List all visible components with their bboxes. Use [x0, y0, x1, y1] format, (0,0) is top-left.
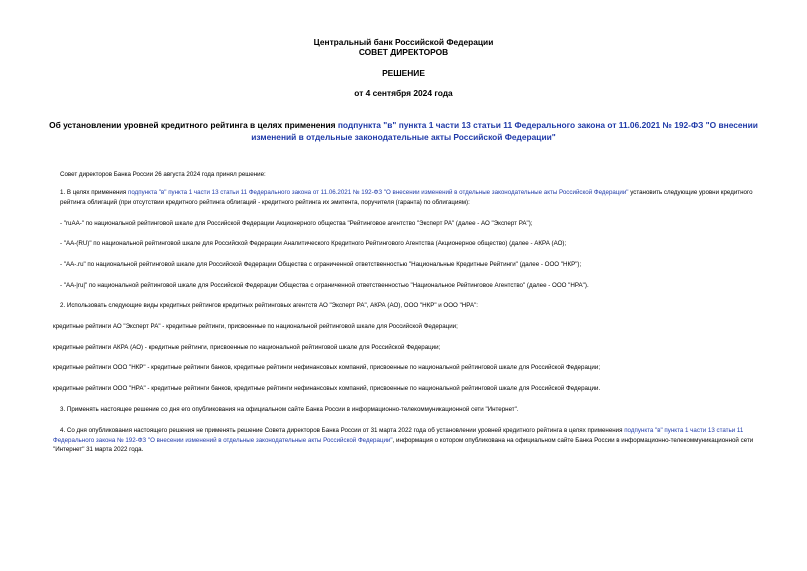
rating-item: - "AA-(RU)" по национальной рейтинговой шкале для Российской Федерации Аналитического Кредитного Рейтингового Агентства (Акционерное общество) (далее - АКРА (АО);: [60, 240, 567, 247]
org-name: Центральный банк Российской Федерации: [313, 37, 494, 47]
rating-item: - "AA-|ru|" по национальной рейтинговой шкале для Российской Федерации Общества с ограниченной ответственностью "Национальное Рейтинговое Агентство" (далее - ООО "НРА").: [60, 282, 589, 289]
p4-text-a: 4. Со дня опубликования настоящего решения не применять решение Совета директоров Банка России от 31 марта 2022 года об установлении уровней кредитного рейтинга в целях применения: [60, 427, 625, 434]
rating-kind-item: кредитные рейтинги АО "Эксперт РА" - кредитные рейтинги, присвоенные по национальной рейтинговой шкале для Российской Федерации;: [53, 323, 458, 330]
title-law-link[interactable]: подпункта "в" пункта 1 части 13 статьи 11 Федерального закона от 11.06.2021 № 192-ФЗ "О внесении изменений в отдельные законодательные акты Российской Федерации": [251, 120, 758, 142]
doc-type: РЕШЕНИЕ: [382, 68, 425, 78]
paragraph-1: [60, 188, 769, 207]
rating-kind-item: кредитные рейтинги ООО "НРА" - кредитные рейтинги банков, кредитные рейтинги нефинансовых компаний, присвоенные по национальной рейтинговой шкале для Российской Федерации.: [53, 385, 601, 392]
p1-text-a: 1. В целях применения: [60, 189, 128, 196]
rating-item: - "ruAA-" по национальной рейтинговой шкале для Российской Федерации Акционерного общества "Рейтинговое агентство "Эксперт РА" (далее - АО "Эксперт РА");: [60, 220, 533, 227]
p1-law-link[interactable]: подпункта "в" пункта 1 части 13 статьи 11 Федерального закона от 11.06.2021 № 192-ФЗ "О внесении изменений в отдельные законодательные акты Российской Федерации": [127, 189, 629, 196]
board-name: СОВЕТ ДИРЕКТОРОВ: [358, 47, 449, 57]
paragraph-2: 2. Использовать следующие виды кредитных рейтингов кредитных рейтинговых агентств АО "Эксперт РА", АКРА (АО), ООО "НКР" и ООО "НРА":: [60, 302, 478, 309]
p1-text-b: установить следующие уровни кредитного рейтинга облигаций (при отсутствии кредитного рейтинга облигаций - кредитного рейтинга их эмитента, поручителя (гаранта) по облигациям):: [60, 189, 753, 206]
intro-text: Совет директоров Банка России 26 августа 2024 года принял решение:: [60, 171, 266, 178]
rating-kind-item: кредитные рейтинги ООО "НКР" - кредитные рейтинги банков, кредитные рейтинги нефинансовых компаний, присвоенные по национальной рейтинговой шкале для Российской Федерации;: [53, 364, 601, 371]
doc-title: [40, 119, 767, 143]
rating-item: - "AA-.ru" по национальной рейтинговой шкале для Российской Федерации Общества с ограниченной ответственностью "Национальные Кредитные Рейтинги" (далее - ООО "НКР");: [60, 261, 582, 268]
rating-kind-item: кредитные рейтинги АКРА (АО) - кредитные рейтинги, присвоенные по национальной рейтинговой шкале для Российской Федерации;: [53, 344, 441, 351]
title-text: Об установлении уровней кредитного рейтинга в целях применения: [49, 120, 338, 130]
paragraph-3: 3. Применять настоящее решение со дня его опубликования на официальном сайте Банка России в информационно-телекоммуникационной сети "Интернет".: [60, 406, 519, 413]
p4-law-link[interactable]: подпункта "в" пункта 1 части 13 статьи 11 Федерального закона № 192-ФЗ "О внесении изменений в отдельные законодательные акты Российской Федерации": [53, 427, 744, 444]
doc-date: от 4 сентября 2024 года: [354, 88, 453, 98]
p4-text-b: , информация о котором опубликована на официальном сайте Банка России в информационно-телекоммуникационной сети "Интернет" 31 марта 2022 года.: [53, 436, 754, 453]
paragraph-4: [53, 426, 769, 455]
